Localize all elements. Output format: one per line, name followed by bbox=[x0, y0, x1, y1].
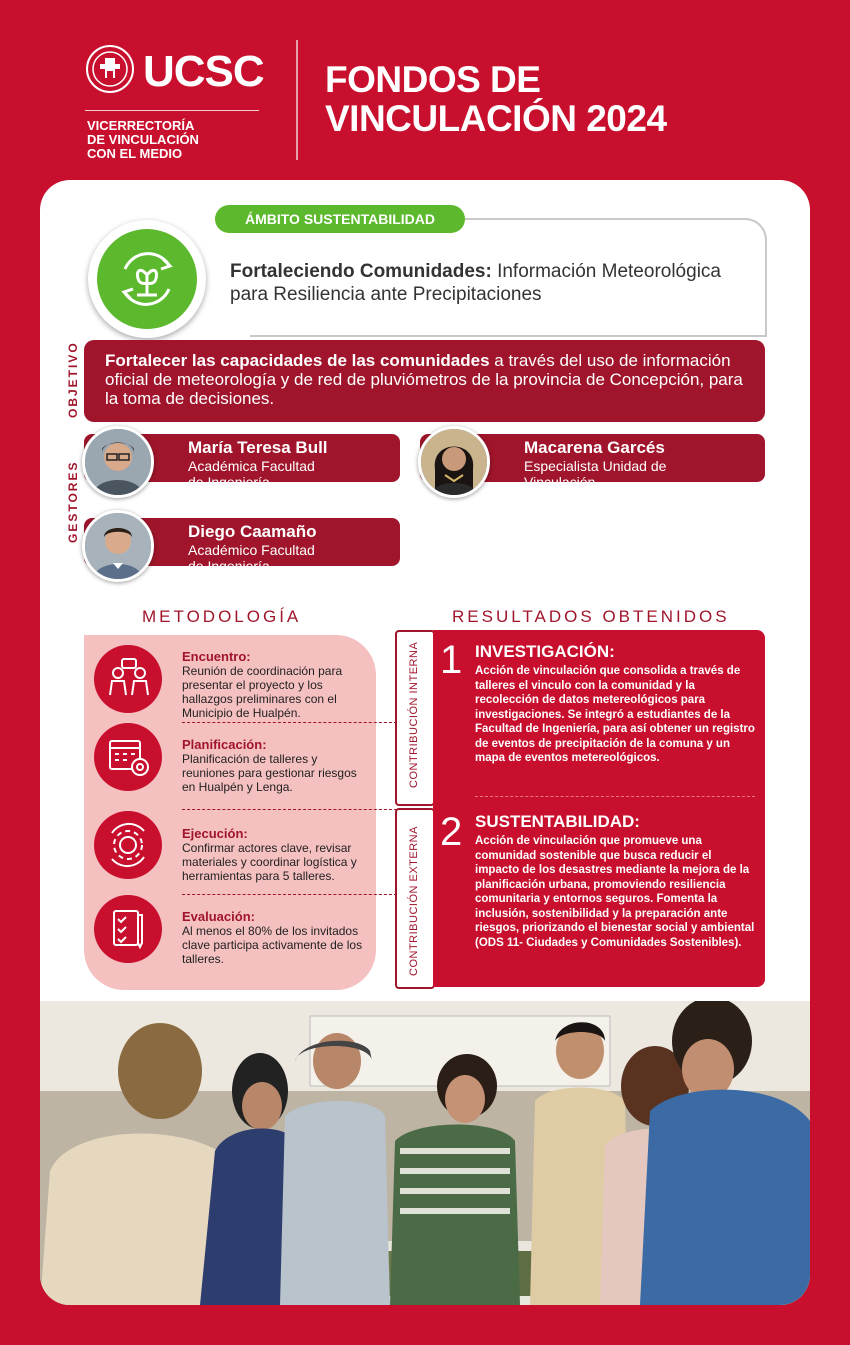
avatar bbox=[82, 510, 154, 582]
result-desc: Acción de vinculación que consolida a través de talleres el vinculo con la comunidad y la recolección de datos metereológicos para investigaciones. Se integró a estudiantes de la Facultad de Ingeniería, para así obtener un registro de eventos de precipitación de la comuna y un mapa de eventos metereológicos. bbox=[475, 665, 755, 764]
brand-name: UCSC bbox=[143, 47, 264, 96]
objective-box bbox=[84, 340, 765, 422]
project-title-bold: Fortaleciendo Comunidades: bbox=[230, 261, 492, 282]
header-divider bbox=[296, 40, 298, 160]
gestor-role: Especialista Unidad de Vinculación bbox=[524, 458, 667, 490]
contribution-interna-label: CONTRIBUCIÓN INTERNA bbox=[408, 641, 420, 788]
methodology-title: METODOLOGÍA bbox=[142, 607, 302, 626]
gestor-card bbox=[84, 518, 400, 574]
checklist-icon bbox=[94, 895, 162, 963]
university-seal-icon bbox=[85, 44, 135, 94]
step-title: Encuentro: bbox=[182, 649, 251, 664]
result-title: SUSTENTABILIDAD: bbox=[475, 812, 640, 831]
result-divider bbox=[475, 796, 755, 797]
step-icon-bg bbox=[94, 895, 162, 963]
step-icon-bg bbox=[94, 723, 162, 791]
step-desc: Al menos el 80% de los invitados clave participa activamente de los talleres. bbox=[182, 924, 363, 966]
calendar-target-icon bbox=[94, 723, 162, 791]
workshop-photo bbox=[40, 1001, 810, 1305]
step-desc: Confirmar actores clave, revisar materiales y coordinar logística y herramientas para 5 talleres. bbox=[182, 841, 357, 883]
result-number: 2 bbox=[440, 810, 463, 854]
workshop-photo-image bbox=[40, 1001, 810, 1305]
content-card bbox=[40, 180, 810, 1305]
step-desc: Planificación de talleres y reuniones para gestionar riesgos en Hualpén y Lenga. bbox=[182, 752, 357, 794]
methodology-panel bbox=[84, 635, 376, 990]
step-title: Planificación: bbox=[182, 737, 267, 752]
step-desc: Reunión de coordinación para presentar el proyecto y los hallazgos preliminares con el Municipio de Hualpén. bbox=[182, 664, 343, 720]
project-title bbox=[230, 260, 750, 306]
unit-name: VICERRECTORÍA DE VINCULACIÓN CON EL MEDIO bbox=[87, 118, 199, 161]
project-title-rest: Información Meteorológica para Resiliencia ante Precipitaciones bbox=[230, 261, 721, 305]
objective-label: OBJETIVO bbox=[66, 341, 80, 418]
step-title: Evaluación: bbox=[182, 909, 255, 924]
ambito-badge: ÁMBITO SUSTENTABILIDAD bbox=[215, 205, 465, 233]
step-divider bbox=[182, 894, 397, 895]
result-number: 1 bbox=[440, 638, 463, 682]
meeting-icon bbox=[94, 645, 162, 713]
sustainability-emblem bbox=[88, 220, 206, 338]
gestor-name: Diego Caamaño bbox=[188, 522, 317, 541]
result-title: INVESTIGACIÓN: bbox=[475, 642, 615, 661]
objective-rest: a través del uso de información oficial de meteorología y de red de pluviómetros de la provincia de Concepción, para la toma de decisiones. bbox=[105, 351, 743, 408]
contribution-label-box bbox=[395, 808, 435, 989]
gestor-name: Macarena Garcés bbox=[524, 438, 665, 457]
gestor-card bbox=[84, 434, 400, 490]
result-desc: Acción de vinculación que promueve una comunidad sostenible que busca reducir el impacto de los desastres mediante la mejora de la planificación urbana, promoviendo resiliencia comunitaria y entornos seguros. Fomenta la inclusión, sostenibilidad y la preparación ante riesgos, priorizando el bienestar social y ambiental (ODS 11- Ciudades y Comunidades Sostenibles). bbox=[475, 835, 755, 949]
page-title: FONDOS DE VINCULACIÓN 2024 bbox=[325, 59, 667, 139]
sustainability-leaf-icon bbox=[97, 229, 197, 329]
results-panel bbox=[433, 630, 765, 987]
results-title: RESULTADOS OBTENIDOS bbox=[452, 607, 730, 626]
step-divider bbox=[182, 722, 397, 723]
gestor-name: María Teresa Bull bbox=[188, 438, 328, 457]
gestor-role: Académica Facultad de Ingeniería bbox=[188, 458, 315, 490]
step-title: Ejecución: bbox=[182, 826, 248, 841]
gestor-card bbox=[420, 434, 765, 490]
gear-cycle-icon bbox=[94, 811, 162, 879]
logo-divider bbox=[85, 110, 259, 111]
contribution-externa-label: CONTRIBUCIÓN EXTERNA bbox=[408, 826, 420, 976]
objective-bold: Fortalecer las capacidades de las comunidades bbox=[105, 351, 490, 370]
contribution-label-box bbox=[395, 630, 435, 806]
step-icon-bg bbox=[94, 811, 162, 879]
step-icon-bg bbox=[94, 645, 162, 713]
avatar bbox=[418, 426, 490, 498]
gestor-role: Académico Facultad de Ingeniería bbox=[188, 542, 315, 574]
gestores-label: GESTORES bbox=[66, 460, 80, 543]
avatar bbox=[82, 426, 154, 498]
step-divider bbox=[182, 809, 397, 810]
